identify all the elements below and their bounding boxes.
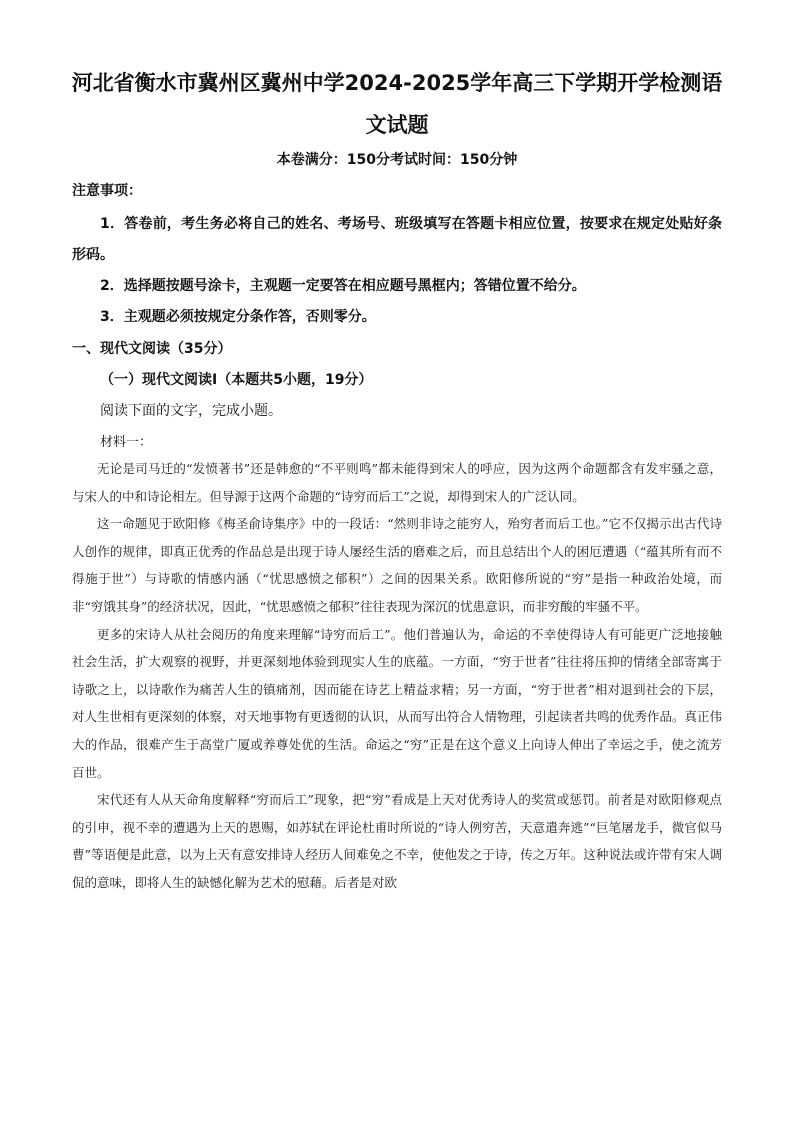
exam-title-line1: 河北省衡水市冀州区冀州中学2024-2025学年高三下学期开学检测语 <box>71 71 723 95</box>
passage-paragraph: 无论是司马迁的“发愤著书”还是韩愈的“不平则鸣”都未能得到宋人的呼应，因为这两个命题都含有发牢骚之意，与宋人的中和诗论相左。但导源于这两个命题的“诗穷而后工”之说，却得到宋人的广泛认同。 <box>72 461 722 504</box>
note-item: 3．主观题必须按规定分条作答，否则零分。 <box>100 309 376 325</box>
note-item: 1．答卷前，考生务必将自己的姓名、考场号、班级填写在答题卡相应位置，按要求在规定处贴好条形码。 <box>72 216 722 263</box>
passage-paragraph: 更多的宋诗人从社会阅历的角度来理解“诗穷而后工”。他们普遍认为，命运的不幸使得诗人有可能更广泛地接触社会生活，扩大观察的视野，并更深刻地体验到现实人生的底蕴。一方面，“穷于世者”往往将压抑的情绪全部寄寓于诗歌之上，以诗歌作为痛苦人生的镇痛剂，因而能在诗艺上精益求精；另一方面，“穷于世者”相对退到社会的下层，对人生世相有更深刻的体察，对天地事物有更透彻的认识，从而写出符合人情物理，引起读者共鸣的优秀作品。真正伟大的作品，很难产生于高堂广厦或养尊处优的生活。命运之“穷”正是在这个意义上向诗人伸出了幸运之手，使之流芳百世。 <box>72 626 723 780</box>
exam-subtitle: 本卷满分：150分考试时间：150分钟 <box>276 152 518 168</box>
passage-body <box>72 455 722 897</box>
exam-title-line2: 文试题 <box>365 113 429 137</box>
section-heading: 一、现代文阅读（35分） <box>72 341 232 357</box>
note-item: 2．选择题按题号涂卡，主观题一定要答在相应题号黑框内；答错位置不给分。 <box>100 278 586 294</box>
notes-list <box>72 209 722 333</box>
passage-paragraph: 这一命题见于欧阳修《梅圣俞诗集序》中的一段话：“然则非诗之能穷人，殆穷者而后工也。”它不仅揭示出古代诗人创作的规律，即真正优秀的作品总是出现于诗人屡经生活的磨难之后，而且总结出个人的困厄遭遇（“蕴其所有而不得施于世”）与诗歌的情感内涵（“忧思感愤之郁积”）之间的因果关系。欧阳修所说的“穷”是指一种政治处境，而非“穷饿其身”的经济状况，因此，“忧思感愤之郁积”往往表现为深沉的忧患意识，而非穷酸的牢骚不平。 <box>72 516 722 614</box>
material-label: 材料一： <box>100 435 153 450</box>
notes-heading: 注意事项： <box>72 183 142 199</box>
subsection-heading: （一）现代文阅读Ⅰ（本题共5小题，19分） <box>100 372 373 388</box>
reading-instruction: 阅读下面的文字，完成小题。 <box>100 403 282 419</box>
passage-paragraph: 宋代还有人从天命角度解释“穷而后工”现象，把“穷”看成是上天对优秀诗人的奖赏或惩罚。前者是对欧阳修观点的引申，视不幸的遭遇为上天的恩赐，如苏轼在评论杜甫时所说的“诗人例穷苦，天意遣奔逃”“巨笔屠龙手，微官似马曹”等语便是此意，以为上天有意安排诗人经历人间难免之不幸，使他发之于诗，传之万年。这种说法或许带有宋人调侃的意味，即将人生的缺憾化解为艺术的慰藉。后者是对欧 <box>72 792 722 890</box>
